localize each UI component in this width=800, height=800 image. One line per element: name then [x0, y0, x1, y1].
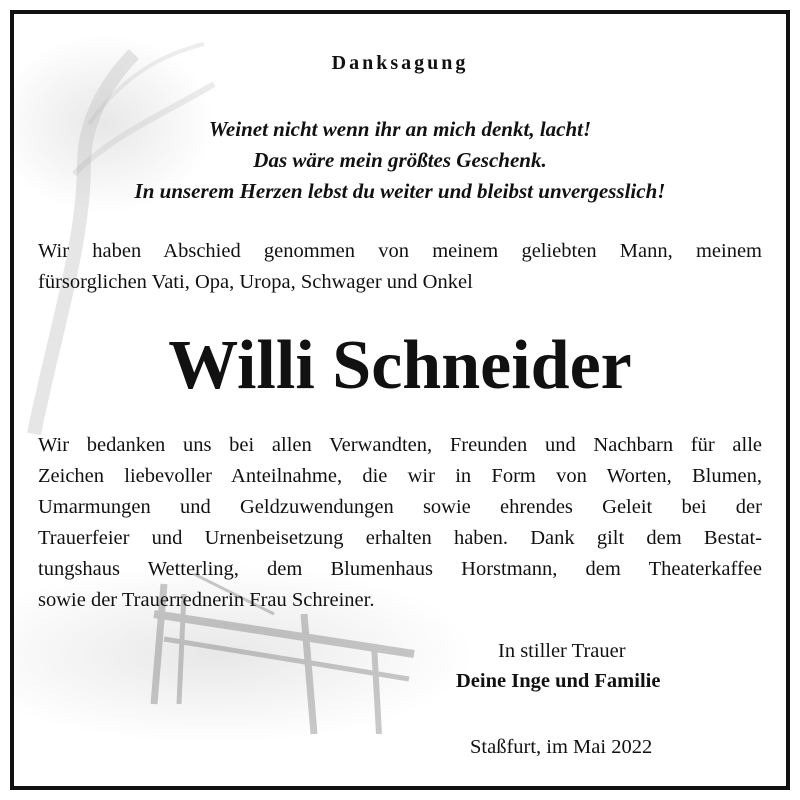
obituary-content — [14, 14, 786, 786]
signature-line-1: In stiller Trauer — [498, 640, 626, 662]
intro-text — [38, 236, 762, 298]
heading: Danksagung — [331, 52, 469, 74]
obituary-card — [10, 10, 790, 790]
quote-line: In unserem Herzen lebst du weiter und bleibst unvergesslich! — [134, 179, 666, 203]
quote-line: Das wäre mein größtes Geschenk. — [253, 148, 547, 172]
thanks-text — [38, 430, 762, 616]
thanks-line: Zeichen liebevoller Anteilnahme, die wir in Form von Worten, Blumen, — [38, 465, 762, 487]
intro-line: fürsorglichen Vati, Opa, Uropa, Schwager und Onkel — [38, 271, 473, 293]
thanks-line: Trauerfeier und Urnenbeisetzung erhalten haben. Dank gilt dem Bestat- — [38, 527, 762, 549]
thanks-line: Wir bedanken uns bei allen Verwandten, Freunden und Nachbarn für alle — [38, 434, 762, 456]
place-date: Staßfurt, im Mai 2022 — [470, 736, 653, 758]
intro-line: Wir haben Abschied genommen von meinem geliebten Mann, meinem — [38, 240, 762, 262]
quote-block — [14, 114, 786, 207]
thanks-line: Umarmungen und Geldzuwendungen sowie ehrendes Geleit bei der — [38, 496, 762, 518]
signature-line-2: Deine Inge und Familie — [456, 670, 661, 692]
thanks-line: tungshaus Wetterling, dem Blumenhaus Horstmann, dem Theaterkaffee — [38, 558, 762, 580]
thanks-line: sowie der Trauerrednerin Frau Schreiner. — [38, 589, 375, 611]
quote-line: Weinet nicht wenn ihr an mich denkt, lacht! — [208, 117, 592, 141]
deceased-name: Willi Schneider — [168, 327, 632, 404]
